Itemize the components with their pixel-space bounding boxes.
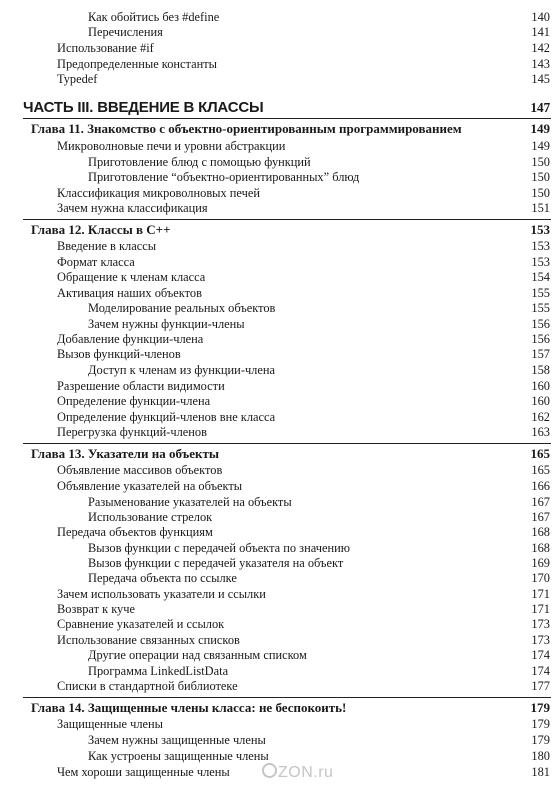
toc-subentry-page-number: 170 (531, 571, 550, 585)
toc-entry (0, 425, 560, 440)
toc-entry-title: Зачем нужна классификация (57, 201, 208, 215)
toc-chapter-page-number: 179 (530, 700, 550, 715)
toc-chapter-page-number: 165 (530, 446, 550, 461)
toc-subentry-page-number: 156 (531, 317, 550, 331)
toc-entry-page-number: 162 (531, 410, 550, 424)
toc-subentry (0, 571, 560, 586)
toc-entry-page-number: 142 (531, 41, 550, 55)
toc-entry-page-number: 163 (531, 425, 550, 439)
toc-subentry (0, 155, 560, 170)
toc-entry (0, 410, 560, 425)
toc-entry (0, 201, 560, 216)
toc-entry-page-number: 160 (531, 394, 550, 408)
toc-entry-page-number: 157 (531, 347, 550, 361)
toc-entry-page-number: 177 (531, 679, 550, 693)
toc-subentry-page-number: 167 (531, 510, 550, 524)
toc-entry (0, 679, 560, 694)
toc-subentry-title: Зачем нужны защищенные члены (88, 733, 266, 747)
toc-entry-title: Активация наших объектов (57, 286, 202, 300)
toc-entry-page-number: 150 (531, 186, 550, 200)
toc-entry-page-number: 160 (531, 379, 550, 393)
toc-entry (0, 525, 560, 540)
toc-entry (0, 270, 560, 285)
toc-entry-title: Введение в классы (57, 239, 157, 253)
toc-subentry (0, 664, 560, 679)
toc-subentry-title: Моделирование реальных объектов (88, 301, 276, 315)
toc-subentry-title: Перечисления (88, 25, 163, 39)
toc-subentry-page-number: 158 (531, 363, 550, 377)
toc-subentry (0, 317, 560, 332)
toc-entry-page-number: 143 (531, 57, 550, 71)
toc-subentry-title: Зачем нужны функции-члены (88, 317, 245, 331)
toc-chapter-title: Глава 12. Классы в С++ (31, 222, 171, 237)
toc-chapter-title: Глава 11. Знакомство с объектно-ориентированным программированием (31, 121, 462, 136)
toc-entry-title: Typedef (57, 72, 98, 86)
toc-entry (0, 332, 560, 347)
toc-chapter (0, 699, 560, 716)
toc-entry-title: Формат класса (57, 255, 135, 269)
toc-subentry (0, 10, 560, 25)
toc-entry-page-number: 173 (531, 633, 550, 647)
toc-entry-page-number: 171 (531, 602, 550, 616)
toc-chapter-page-number: 149 (530, 121, 550, 136)
toc-entry-title: Сравнение указателей и ссылок (57, 617, 225, 631)
toc-subentry-title: Вызов функции с передачей объекта по значению (88, 541, 350, 555)
toc-entry-title: Разрешение области видимости (57, 379, 225, 393)
toc-entry (0, 186, 560, 201)
toc-subentry-page-number: 174 (531, 664, 550, 678)
toc-subentry (0, 25, 560, 40)
toc-entry (0, 463, 560, 478)
toc-entry-title: Объявление массивов объектов (57, 463, 223, 477)
toc-entry (0, 41, 560, 56)
toc-entry-page-number: 153 (531, 239, 550, 253)
toc-entry-title: Предопределенные константы (57, 57, 217, 71)
toc-entry-page-number: 151 (531, 201, 550, 215)
toc-entry (0, 633, 560, 648)
toc-chapter-title: Глава 14. Защищенные члены класса: не беспокоить! (31, 700, 347, 715)
watermark-text: ZON.ru (278, 764, 334, 781)
toc-entry (0, 379, 560, 394)
toc-entry-page-number: 154 (531, 270, 550, 284)
watermark-ring-icon (262, 763, 277, 778)
toc-subentry-page-number: 150 (531, 170, 550, 184)
chapter-rule (23, 219, 551, 220)
toc-chapter-page-number: 153 (530, 222, 550, 237)
toc-entry-page-number: 171 (531, 587, 550, 601)
toc-entry-title: Добавление функции-члена (57, 332, 204, 346)
toc-entry (0, 587, 560, 602)
toc-entry-title: Использование связанных списков (57, 633, 240, 647)
toc-subentry-page-number: 169 (531, 556, 550, 570)
toc-entry-page-number: 173 (531, 617, 550, 631)
toc-subentry-title: Программа LinkedListData (88, 664, 229, 678)
toc-entry (0, 602, 560, 617)
toc-entry (0, 347, 560, 362)
toc-entry-page-number: 181 (531, 765, 550, 779)
toc-subentry-title: Передача объекта по ссылке (88, 571, 237, 585)
chapter-rule (23, 443, 551, 444)
toc-entry (0, 394, 560, 409)
toc-entry-title: Классификация микроволновых печей (57, 186, 260, 200)
toc-subentry-page-number: 140 (531, 10, 550, 24)
toc-subentry (0, 170, 560, 185)
toc-subentry-title: Использование стрелок (88, 510, 213, 524)
toc-subentry (0, 556, 560, 571)
toc-entry-page-number: 145 (531, 72, 550, 86)
toc-entry-title: Списки в стандартной библиотеке (57, 679, 238, 693)
toc-subentry-title: Доступ к членам из функции-члена (88, 363, 275, 377)
toc-entry-title: Чем хороши защищенные члены (57, 765, 230, 779)
toc-entry-page-number: 155 (531, 286, 550, 300)
toc-subentry (0, 541, 560, 556)
toc-subentry-title: Вызов функции с передачей указателя на объект (88, 556, 344, 570)
toc-subentry-page-number: 168 (531, 541, 550, 555)
toc-entry-title: Вызов функций-членов (57, 347, 181, 361)
toc-entry-title: Обращение к членам класса (57, 270, 206, 284)
toc-entry-title: Перегрузка функций-членов (57, 425, 207, 439)
toc-entry (0, 139, 560, 154)
toc-entry-title: Микроволновые печи и уровни абстракции (57, 139, 286, 153)
toc-subentry-page-number: 150 (531, 155, 550, 169)
toc-entry-page-number: 149 (531, 139, 550, 153)
toc-subentry-page-number: 141 (531, 25, 550, 39)
toc-entry-title: Определение функций-членов вне класса (57, 410, 276, 424)
toc-entry (0, 617, 560, 632)
toc-entry (0, 717, 560, 732)
toc-chapter (0, 221, 560, 238)
ozon-watermark (262, 763, 333, 782)
toc-entry-page-number: 166 (531, 479, 550, 493)
toc-subentry-title: Приготовление “объектно-ориентированных” блюд (88, 170, 360, 184)
toc-entry-page-number: 156 (531, 332, 550, 346)
toc-subentry-title: Разыменование указателей на объекты (88, 495, 292, 509)
toc-entry-title: Передача объектов функциям (57, 525, 213, 539)
toc-subentry-page-number: 180 (531, 749, 550, 763)
toc-subentry (0, 301, 560, 316)
toc-entry-page-number: 179 (531, 717, 550, 731)
toc-entry-page-number: 165 (531, 463, 550, 477)
toc-chapter-title: Глава 13. Указатели на объекты (31, 446, 220, 461)
toc-subentry-page-number: 155 (531, 301, 550, 315)
toc-entry-page-number: 153 (531, 255, 550, 269)
toc-entry-title: Определение функции-члена (57, 394, 211, 408)
toc-subentry (0, 733, 560, 748)
chapter-rule (23, 697, 551, 698)
toc-entry-page-number: 168 (531, 525, 550, 539)
toc-entry-title: Объявление указателей на объекты (57, 479, 243, 493)
toc-chapter (0, 120, 560, 137)
toc-entry (0, 479, 560, 494)
toc-subentry (0, 510, 560, 525)
toc-part-title: ЧАСТЬ III. ВВЕДЕНИЕ В КЛАССЫ (23, 99, 264, 116)
toc-subentry-title: Приготовление блюд с помощью функций (88, 155, 311, 169)
toc-part (0, 97, 560, 119)
toc-entry-title: Использование #if (57, 41, 154, 55)
toc-subentry-title: Как обойтись без #define (88, 10, 220, 24)
toc-entry-title: Защищенные члены (57, 717, 163, 731)
toc-subentry (0, 648, 560, 663)
toc-entry-title: Возврат к куче (57, 602, 135, 616)
toc-entry-title: Зачем использовать указатели и ссылки (57, 587, 266, 601)
toc-subentry-page-number: 179 (531, 733, 550, 747)
toc-subentry (0, 363, 560, 378)
toc-subentry-page-number: 167 (531, 495, 550, 509)
toc-entry (0, 57, 560, 72)
toc-subentry (0, 749, 560, 764)
toc-entry (0, 72, 560, 87)
toc-chapter (0, 445, 560, 462)
toc-entry (0, 255, 560, 270)
toc-subentry-title: Как устроены защищенные члены (88, 749, 269, 763)
toc-part-page-number: 147 (530, 100, 550, 115)
toc-subentry (0, 495, 560, 510)
toc-subentry-page-number: 174 (531, 648, 550, 662)
toc-entry (0, 286, 560, 301)
toc-entry (0, 239, 560, 254)
toc-subentry-title: Другие операции над связанным списком (88, 648, 307, 662)
